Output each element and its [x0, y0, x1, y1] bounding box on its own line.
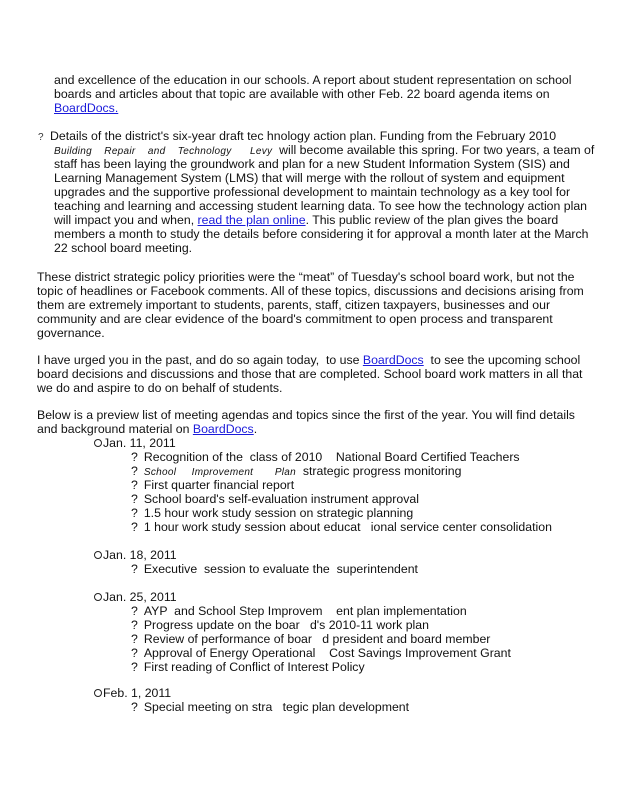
para2-line-3: we do and aspire to do on behalf of students. — [37, 381, 283, 395]
bullet-marker: ? — [38, 132, 44, 143]
tech-line-4: Learning Management System (LMS) that will merge with the rollout of system and equipment — [54, 171, 565, 185]
meeting-item-text: Progress update on the boar d's 2010-11 work plan — [143, 618, 429, 632]
meeting-item — [131, 492, 419, 506]
tech-line-7-pre: will impact you and when, — [54, 213, 198, 227]
meeting-item-text: First reading of Conflict of Interest Policy — [143, 660, 365, 674]
item-bullet: ? — [131, 506, 138, 520]
tech-line-9: 22 school board meeting. — [54, 241, 193, 255]
item-bullet: ? — [131, 492, 138, 506]
para3-line-2-pre: and background material on — [37, 422, 193, 436]
meeting-item-text: Review of performance of boar d president and board member — [143, 632, 491, 646]
para3-line-1: Below is a preview list of meeting agendas and topics since the first of the year. You will find details — [37, 408, 575, 422]
circle-bullet-icon — [94, 689, 102, 697]
para3-line-2 — [37, 422, 257, 436]
meeting-item-text: Recognition of the class of 2010 National Board Certified Teachers — [143, 450, 520, 464]
item-bullet: ? — [131, 562, 138, 576]
meeting-item-text: School board's self-evaluation instrument approval — [143, 492, 419, 506]
boarddocs-link-para2[interactable]: BoardDocs — [362, 353, 424, 367]
item-bullet: ? — [131, 450, 138, 464]
meeting-item-text: First quarter financial report — [143, 478, 295, 492]
item-bullet: ? — [131, 660, 138, 674]
para2-line-1-pre: I have urged you in the past, and do so again today, to use — [37, 353, 363, 367]
meeting-item — [131, 506, 413, 520]
meeting-item — [131, 660, 365, 674]
meeting-item — [131, 604, 467, 618]
meeting-date: Feb. 1, 2011 — [103, 686, 172, 700]
meeting-item-text: Special meeting on stra tegic plan development — [143, 700, 410, 714]
circle-bullet-icon — [94, 551, 102, 559]
tech-line-1: Details of the district's six-year draft tec hnology action plan. Funding from the February 2010 — [50, 129, 557, 143]
meeting-date: Jan. 18, 2011 — [103, 548, 177, 562]
item-bullet: ? — [131, 478, 138, 492]
para1-line-5: governance. — [37, 326, 105, 340]
meeting-item — [131, 632, 490, 646]
item-bullet: ? — [131, 464, 138, 478]
meeting-item-text: Executive session to evaluate the superintendent — [143, 562, 418, 576]
para1-line-1: These district strategic policy priorities were the “meat” of Tuesday's school board work, but not the — [37, 270, 575, 284]
meeting-item — [131, 478, 294, 492]
item-bullet: ? — [131, 700, 138, 714]
meeting-item-text: AYP and School Step Improvem ent plan implementation — [143, 604, 467, 618]
item-bullet: ? — [131, 646, 138, 660]
sip-label: School Improvement Plan — [143, 467, 297, 478]
meeting-item — [131, 450, 520, 464]
meeting-item — [131, 646, 511, 660]
meeting-item-text: Approval of Energy Operational Cost Savings Improvement Grant — [143, 646, 511, 660]
tech-line-5: upgrades and the supportive professional development to maintain technology as a key tool for — [54, 185, 571, 199]
meeting-date: Jan. 11, 2011 — [103, 436, 176, 450]
meeting-item — [131, 700, 409, 714]
levy-name: Building Repair and Technology Levy — [54, 146, 273, 157]
item-bullet: ? — [131, 604, 138, 618]
circle-bullet-icon — [94, 593, 102, 601]
para2-line-1-post: to see the upcoming school — [423, 353, 581, 367]
intro-line-2: boards and articles about that topic are available with other Feb. 22 board agenda items on — [54, 87, 550, 101]
read-plan-online-link[interactable]: read the plan online — [197, 213, 306, 227]
para2-line-1 — [37, 353, 580, 367]
tech-line-3: staff has been laying the groundwork and plan for a new Student Information System (SIS) and — [54, 157, 570, 171]
tech-line-7 — [54, 213, 558, 227]
tech-line-7-post: . This public review of the plan gives the board — [305, 213, 559, 227]
tech-line-8: members a month to study the details before considering it for approval a month later at the March — [54, 227, 589, 241]
meeting-item — [131, 562, 418, 576]
para3-line-2-post: . — [253, 422, 258, 436]
meeting-date: Jan. 25, 2011 — [103, 590, 177, 604]
boarddocs-link-intro[interactable]: BoardDocs. — [54, 101, 119, 115]
para1-line-4: community and are clear evidence of the board's commitment to open process and transparent — [37, 312, 553, 326]
meeting-item-text: 1 hour work study session about educat ional service center consolidation — [143, 520, 552, 534]
meeting-date-row — [94, 548, 177, 562]
para1-line-3: them are extremely important to students, parents, staff, citizen taxpayers, businesses and our — [37, 298, 551, 312]
item-bullet: ? — [131, 618, 138, 632]
tech-line-2-rest: will become available this spring. For two years, a team of — [272, 143, 595, 157]
meeting-date-row — [94, 436, 176, 450]
tech-line-6: teaching and learning and accessing student learning data. To see how the technology action plan — [54, 199, 588, 213]
meeting-item — [131, 618, 429, 632]
meeting-date-row — [94, 686, 171, 700]
meeting-item-text: 1.5 hour work study session on strategic planning — [143, 506, 414, 520]
boarddocs-link-para3[interactable]: BoardDocs — [192, 422, 254, 436]
para2-line-2: board decisions and discussions and those that are completed. School board work matters in all that — [37, 367, 583, 381]
circle-bullet-icon — [94, 439, 102, 447]
item-bullet: ? — [131, 520, 138, 534]
meeting-item — [131, 520, 552, 534]
meeting-date-row — [94, 590, 177, 604]
item-bullet: ? — [131, 632, 138, 646]
para1-line-2: topic of headlines or Facebook comments. All of these topics, discussions and decisions arising from — [37, 284, 584, 298]
meeting-item-text: strategic progress monitoring — [296, 464, 462, 478]
intro-line-1: and excellence of the education in our schools. A report about student representation on school — [54, 73, 572, 87]
